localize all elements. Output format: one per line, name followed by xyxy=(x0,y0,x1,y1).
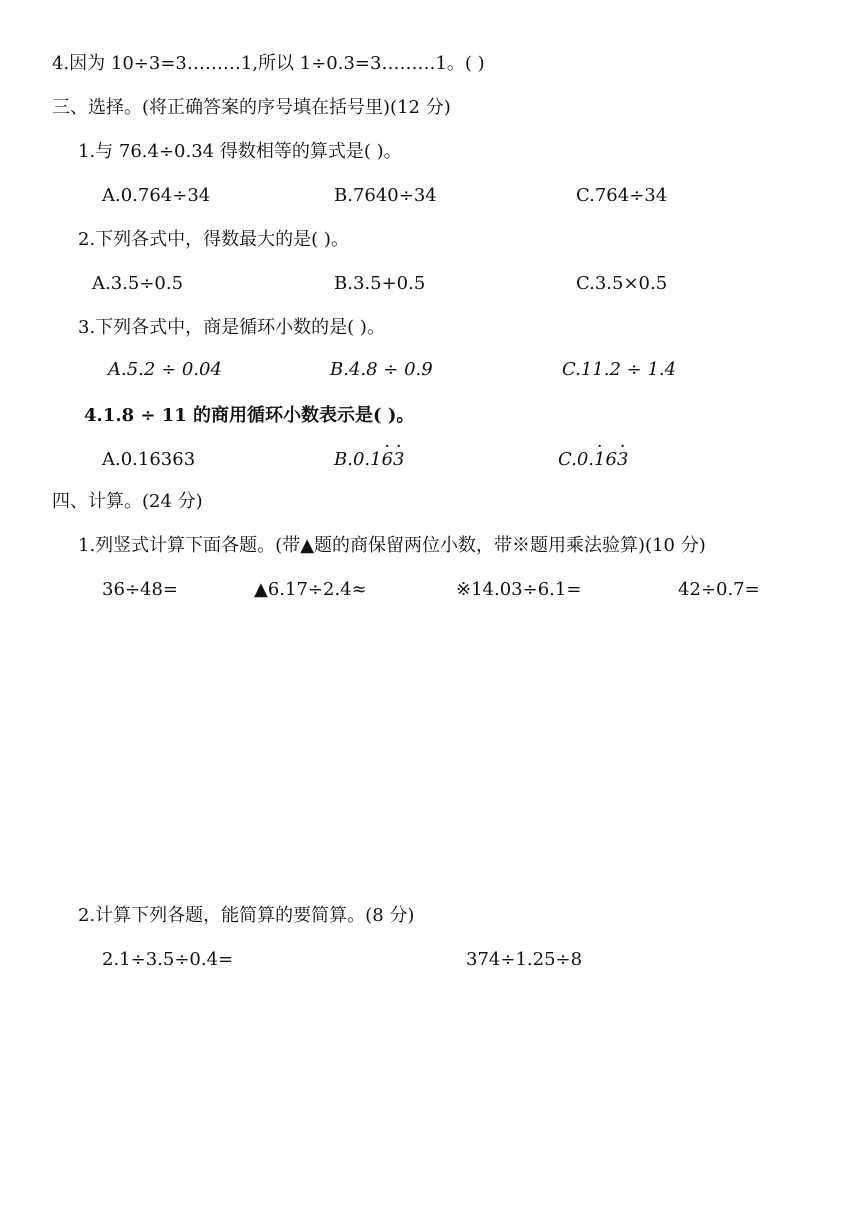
calc-item-3: ※14.03÷6.1= xyxy=(456,579,582,600)
choice-2-option-b: B.3.5+0.5 xyxy=(334,273,426,294)
calc-item-1: 36÷48= xyxy=(102,579,178,600)
choice-question-2: 2.下列各式中，得数最大的是( )。 xyxy=(78,229,349,250)
calc-part-2-item-1: 2.1÷3.5÷0.4= xyxy=(102,949,234,970)
section-4-title: 四、计算。(24 分) xyxy=(52,491,203,512)
calc-item-2: ▲6.17÷2.4≈ xyxy=(254,579,367,600)
choice-1-option-a: A.0.764÷34 xyxy=(102,185,211,206)
choice-question-4: 4.1.8 ÷ 11 的商用循环小数表示是( )。 xyxy=(84,405,415,426)
choice-1-option-c: C.764÷34 xyxy=(576,185,668,206)
judge-question-4: 4.因为 10÷3=3………1,所以 1÷0.3=3………1。( ) xyxy=(52,53,485,74)
calc-item-4: 42÷0.7= xyxy=(678,579,760,600)
choice-1-option-b: B.7640÷34 xyxy=(334,185,437,206)
choice-2-option-a: A.3.5÷0.5 xyxy=(92,273,184,294)
choice-3-option-c: C.11.2 ÷ 1.4 xyxy=(562,359,677,380)
calc-part-1-stem: 1.列竖式计算下面各题。(带▲题的商保留两位小数，带※题用乘法验算)(10 分) xyxy=(78,535,706,556)
choice-3-option-a: A.5.2 ÷ 0.04 xyxy=(108,359,222,380)
choice-2-option-c: C.3.5×0.5 xyxy=(576,273,668,294)
choice-question-1: 1.与 76.4÷0.34 得数相等的算式是( )。 xyxy=(78,141,402,162)
choice-4-option-c: C.0.· 16· 3 xyxy=(558,448,628,472)
calc-part-2-item-2: 374÷1.25÷8 xyxy=(466,949,583,970)
section-3-title: 三、选择。(将正确答案的序号填在括号里)(12 分) xyxy=(52,97,451,118)
calc-part-2-stem: 2.计算下列各题，能简算的要简算。(8 分) xyxy=(78,905,415,926)
choice-question-3: 3.下列各式中，商是循环小数的是( )。 xyxy=(78,317,385,338)
choice-4-option-a: A.0.16363 xyxy=(102,449,196,470)
choice-3-option-b: B.4.8 ÷ 0.9 xyxy=(330,359,433,380)
choice-4-option-b: B.0.1· 6· 3 xyxy=(334,448,404,472)
